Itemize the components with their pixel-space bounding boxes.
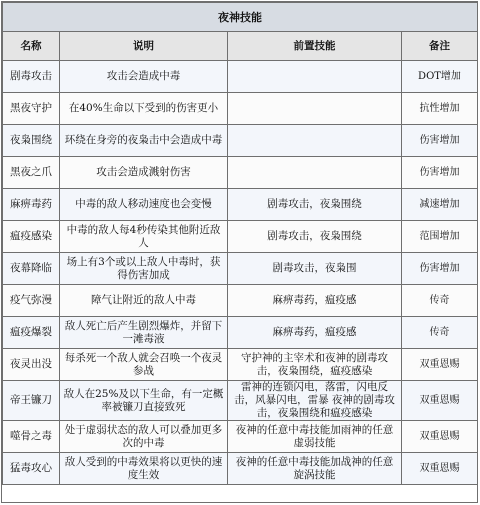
skill-table-sheet: [1, 1, 478, 503]
column-header-name: 名称: [3, 32, 60, 61]
table-title: 夜神技能: [3, 3, 478, 32]
skill-note-cell: DOT增加: [402, 61, 478, 93]
column-header-prerequisite: 前置技能: [228, 32, 402, 61]
skill-note-cell: 双重恩赐: [402, 349, 478, 381]
skill-description-cell: 在40%生命以下受到的伤害更小: [60, 93, 228, 125]
table-row: [3, 93, 478, 125]
skill-prerequisite-cell: 守护神的主宰术和夜神的剧毒攻击，夜枭围绕，瘟疫感染: [228, 349, 402, 381]
skill-prerequisite-cell: 剧毒攻击，夜枭围绕: [228, 189, 402, 221]
table-row: [3, 61, 478, 93]
table-row: [3, 157, 478, 189]
skill-name-cell: 猛毒攻心: [3, 453, 60, 485]
skill-description-cell: 中毒的敌人移动速度也会变慢: [60, 189, 228, 221]
skill-prerequisite-cell: 夜神的任意中毒技能加战神的任意旋涡技能: [228, 453, 402, 485]
skill-table: [2, 2, 478, 485]
skill-name-cell: 黑夜之爪: [3, 157, 60, 189]
skill-prerequisite-cell: [228, 125, 402, 157]
skill-description-cell: 敌人在25%及以下生命，有一定概率被镰刀直接致死: [60, 381, 228, 421]
skill-note-cell: 双重恩赐: [402, 421, 478, 453]
skill-description-cell: 攻击会造成溅射伤害: [60, 157, 228, 189]
table-row: [3, 125, 478, 157]
table-row: [3, 317, 478, 349]
table-row: [3, 349, 478, 381]
skill-description-cell: 攻击会造成中毒: [60, 61, 228, 93]
table-row: [3, 253, 478, 285]
skill-note-cell: 伤害增加: [402, 157, 478, 189]
skill-note-cell: 抗性增加: [402, 93, 478, 125]
skill-name-cell: 帝王镰刀: [3, 381, 60, 421]
skill-name-cell: 噬骨之毒: [3, 421, 60, 453]
skill-name-cell: 瘟疫感染: [3, 221, 60, 253]
skill-note-cell: 双重恩赐: [402, 381, 478, 421]
skill-description-cell: 中毒的敌人每4秒传染其他附近敌人: [60, 221, 228, 253]
skill-prerequisite-cell: [228, 93, 402, 125]
skill-prerequisite-cell: [228, 157, 402, 189]
table-row: [3, 421, 478, 453]
skill-note-cell: 传奇: [402, 285, 478, 317]
skill-name-cell: 麻痹毒药: [3, 189, 60, 221]
skill-name-cell: 夜幕降临: [3, 253, 60, 285]
skill-description-cell: 环绕在身旁的夜枭击中会造成中毒: [60, 125, 228, 157]
skill-description-cell: 处于虚弱状态的敌人可以叠加更多次的中毒: [60, 421, 228, 453]
skill-name-cell: 黑夜守护: [3, 93, 60, 125]
table-row: [3, 189, 478, 221]
skill-description-cell: 敌人死亡后产生剧烈爆炸，并留下一滩毒液: [60, 317, 228, 349]
skill-name-cell: 剧毒攻击: [3, 61, 60, 93]
table-body: [3, 61, 478, 485]
skill-prerequisite-cell: 剧毒攻击，夜枭围: [228, 253, 402, 285]
skill-note-cell: 伤害增加: [402, 253, 478, 285]
skill-note-cell: 双重恩赐: [402, 453, 478, 485]
skill-description-cell: 每杀死一个敌人就会召唤一个夜灵参战: [60, 349, 228, 381]
column-header-note: 备注: [402, 32, 478, 61]
skill-note-cell: 伤害增加: [402, 125, 478, 157]
skill-description-cell: 场上有3个或以上敌人中毒时，获得伤害加成: [60, 253, 228, 285]
skill-note-cell: 传奇: [402, 317, 478, 349]
skill-prerequisite-cell: 雷神的连锁闪电，落雷，闪电反击，风暴闪电，雷暴 夜神的剧毒攻击，夜枭围绕和瘟疫感染: [228, 381, 402, 421]
column-header-description: 说明: [60, 32, 228, 61]
skill-note-cell: 减速增加: [402, 189, 478, 221]
skill-name-cell: 夜枭围绕: [3, 125, 60, 157]
skill-name-cell: 疫气弥漫: [3, 285, 60, 317]
skill-description-cell: 敌人受到的中毒效果将以更快的速度生效: [60, 453, 228, 485]
table-row: [3, 453, 478, 485]
skill-name-cell: 瘟疫爆裂: [3, 317, 60, 349]
skill-prerequisite-cell: 麻痹毒药，瘟疫感: [228, 317, 402, 349]
skill-prerequisite-cell: [228, 61, 402, 93]
skill-prerequisite-cell: 夜神的任意中毒技能加雨神的任意虚弱技能: [228, 421, 402, 453]
table-row: [3, 285, 478, 317]
table-row: [3, 381, 478, 421]
skill-prerequisite-cell: 麻痹毒药，瘟疫感: [228, 285, 402, 317]
table-row: [3, 221, 478, 253]
skill-name-cell: 夜灵出没: [3, 349, 60, 381]
skill-description-cell: 障气让附近的敌人中毒: [60, 285, 228, 317]
skill-prerequisite-cell: 剧毒攻击，夜枭围绕: [228, 221, 402, 253]
skill-note-cell: 范围增加: [402, 221, 478, 253]
